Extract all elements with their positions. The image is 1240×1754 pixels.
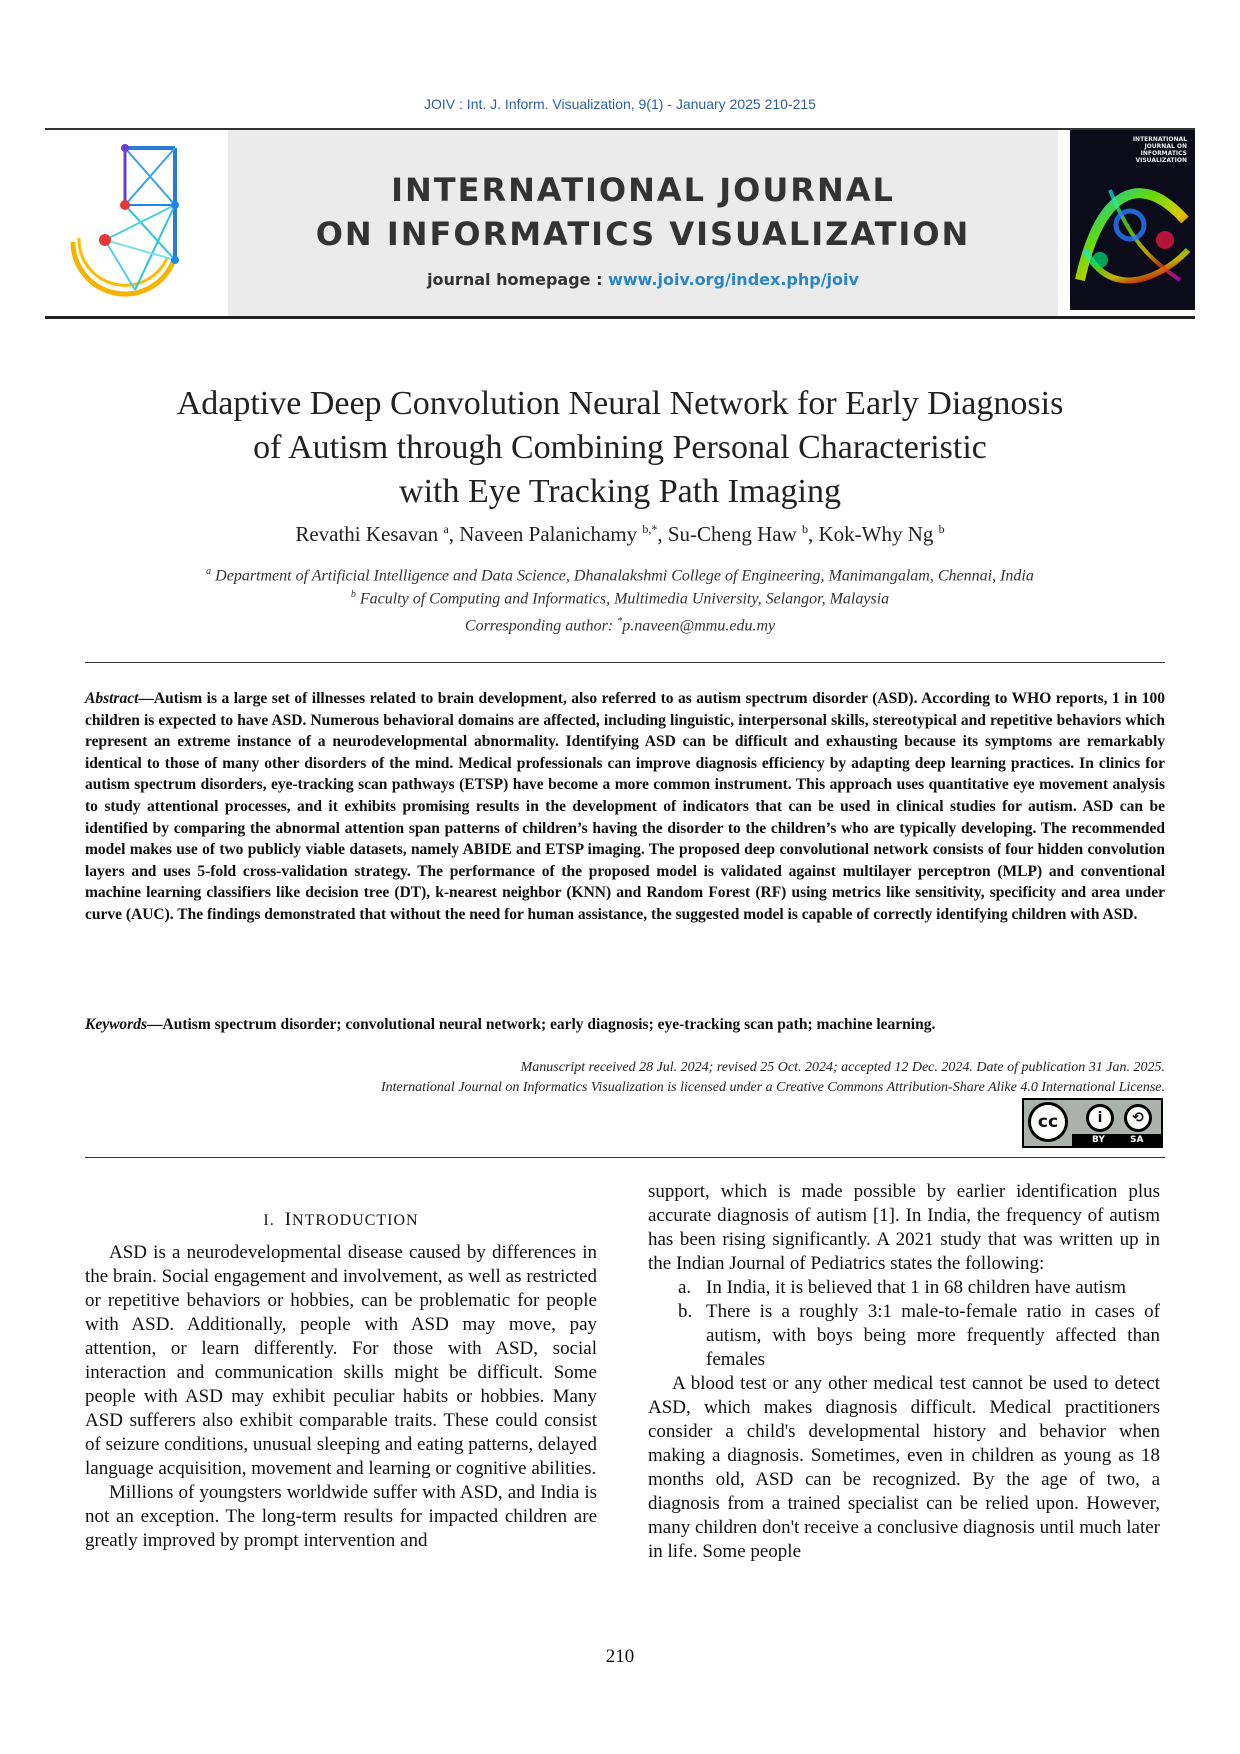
journal-logo-icon bbox=[45, 130, 225, 316]
affiliation-b: $^b$ Faculty of Computing and Informatics, Multimedia University, Selangor, Malaysia bbox=[350, 589, 890, 608]
keywords: Keywords—Autism spectrum disorder; convolutional neural network; early diagnosis; eye-tracking scan path; machine learning. bbox=[85, 1016, 936, 1033]
paragraph: ASD is a neurodevelopmental disease caused by differences in the brain. Social engagement and involvement, as well as restricted or repetitive behaviors or hobbies, can be problematic for people with ASD. Additionally, people with ASD may move, pay attention, or learn differently. For those with ASD, social interaction and communication skills might be difficult. Some people with ASD may exhibit peculiar habits or hobbies. Many ASD sufferers also exhibit comparable traits. These could consist of seizure conditions, unusual sleeping and eating patterns, delayed language acquisition, movement and learning or cognitive abilities. bbox=[85, 1242, 597, 1479]
author-mark: b bbox=[938, 522, 945, 536]
author-mark: b,* bbox=[642, 522, 658, 536]
journal-cover-image bbox=[1070, 130, 1195, 310]
cover-title: INTERNATIONAL JOURNAL ON INFORMATICS VISUALIZATION bbox=[1132, 136, 1187, 164]
author-name: Revathi Kesavan bbox=[295, 522, 439, 546]
affiliation-a: $^a$ Department of Artificial Intelligence and Data Science, Dhanalakshmi College of Engineering, Manimangalam, Chennai, India bbox=[206, 566, 1034, 585]
journal-homepage bbox=[228, 270, 1058, 289]
journal-logo bbox=[45, 130, 225, 316]
corresponding-email[interactable]: p.naveen@mmu.edu.my bbox=[622, 617, 776, 635]
journal-name-line-1: INTERNATIONAL JOURNAL bbox=[391, 171, 895, 209]
page-number: 210 bbox=[605, 1646, 635, 1667]
paragraph: A blood test or any other medical test cannot be used to detect ASD, which makes diagnosis difficult. Medical practitioners consider a child's developmental history and behavior when making a diagnosis. Sometimes, even in children as young as 18 months old, ASD can be recognized. By the age of two, a diagnosis from a trained specialist can be relied upon. However, many children don't receive a conclusive diagnosis until much later in life. Some people bbox=[648, 1373, 1160, 1562]
abstract-divider bbox=[85, 1157, 1165, 1158]
paragraph: support, which is made possible by earlier identification plus accurate diagnosis of autism [1]. In India, the frequency of autism has been rising significantly. A 2021 study that was written up in the Indian Journal of Pediatrics states the following: bbox=[648, 1181, 1160, 1274]
header-divider bbox=[85, 662, 1165, 663]
cc-icon: cc bbox=[1028, 1102, 1068, 1142]
cc-by-sa-license-badge[interactable] bbox=[1022, 1098, 1163, 1148]
share-alike-icon: ⟲ bbox=[1124, 1104, 1152, 1132]
left-column bbox=[85, 1182, 597, 1553]
abstract-text: Autism is a large set of illnesses related to brain development, also referred to as autism spectrum disorder (ASD). According to WHO reports, 1 in 100 children is expected to have ASD. Numerous behavioral domains are affected, including linguistic, interpersonal skills, stereotypical and repetitive behaviors which represent an extreme instance of a neurodevelopmental abnormality. Identifying ASD can be difficult and exhausting because its symptoms are remarkably identical to those of many other disorders of the mind. Medical professionals can improve diagnosis efficiency by adapting deep learning practices. In clinics for autism spectrum disorders, eye-tracking scan pathways (ETSP) have become a more common instrument. This approach uses quantitative eye movement analysis to study attentional processes, and it exhibits promising results in the development of indicators that can be used in clinical studies for autism. ASD can be identified by comparing the abnormal attention span patterns of children’s having the disorder to the children’s who are typically developing. The recommended model makes use of two publicly viable datasets, namely ABIDE and ETSP imaging. The proposed deep convolutional network consists of four hidden convolution layers and uses 5-fold cross-validation strategy. The performance of the proposed model is validated against multilayer perceptron (MLP) and conventional machine learning classifiers like decision tree (DT), k-nearest neighbor (KNN) and Random Forest (RF) using metrics like sensitivity, specificity and area under curve (AUC). The findings demonstrated that without the need for human assistance, the suggested model is capable of correctly identifying children with ASD. bbox=[85, 690, 1165, 923]
author-name: Su-Cheng Haw bbox=[667, 522, 797, 546]
paragraph: Millions of youngsters worldwide suffer with ASD, and India is not an exception. The long-term results for impacted children are greatly improved by prompt intervention and bbox=[85, 1482, 597, 1551]
manuscript-dates: Manuscript received 28 Jul. 2024; revised 25 Oct. 2024; accepted 12 Dec. 2024. Date of publication 31 Jan. 2025. bbox=[520, 1060, 1165, 1075]
banner-bottom-rule bbox=[45, 316, 1195, 319]
journal-name bbox=[228, 168, 1058, 256]
author-name: Kok-Why Ng bbox=[818, 522, 934, 546]
list-item: a. In India, it is believed that 1 in 68 children have autism bbox=[678, 1277, 1127, 1298]
journal-banner bbox=[228, 130, 1058, 316]
abstract-label: Abstract bbox=[85, 690, 139, 707]
right-column bbox=[648, 1180, 1160, 1564]
running-head: JOIV : Int. J. Inform. Visualization, 9(1) - January 2025 210-215 bbox=[424, 96, 816, 112]
author-name: Naveen Palanichamy bbox=[459, 522, 638, 546]
by-label: BY bbox=[1092, 1135, 1105, 1145]
author-mark: b bbox=[802, 522, 809, 536]
abstract: Abstract—Autism is a large set of illnesses related to brain development, also referred to as autism spectrum disorder (ASD). According to WHO reports, 1 in 100 children is expected to have ASD. Numerous behavioral domains are affected, including linguistic, interpersonal skills, stereotypical and repetitive behaviors which represent an extreme instance of a neurodevelopmental abnormality. Identifying ASD can be difficult and exhausting because its symptoms are remarkably identical to those of many other disorders of the mind. Medical professionals can improve diagnosis efficiency by adapting deep learning practices. In clinics for autism spectrum disorders, eye-tracking scan pathways (ETSP) have become a more common instrument. This approach uses quantitative eye movement analysis to study attentional processes, and it exhibits promising results in the development of indicators that can be used in clinical studies for autism. ASD can be identified by comparing the abnormal attention span patterns of children’s having the disorder to the children’s who are typically developing. The recommended model makes use of two publicly viable datasets, namely ABIDE and ETSP imaging. The proposed deep convolutional network consists of four hidden convolution layers and uses 5-fold cross-validation strategy. The performance of the proposed model is validated against multilayer perceptron (MLP) and conventional machine learning classifiers like decision tree (DT), k-nearest neighbor (KNN) and Random Forest (RF) using metrics like sensitivity, specificity and area under curve (AUC). The findings demonstrated that without the need for human assistance, the suggested model is capable of correctly identifying children with ASD. bbox=[85, 690, 1165, 923]
author-mark: a bbox=[443, 522, 449, 536]
list-item: b. There is a roughly 3:1 male-to-female ratio in cases of autism, with boys being more frequently affected than females bbox=[678, 1301, 1160, 1370]
author-list: Revathi Kesavan $^a$, Naveen Palanichamy $^{b,*}$, Su-Cheng Haw $^b$, Kok-Why Ng $^b$ bbox=[295, 522, 945, 546]
homepage-label: journal homepage : bbox=[427, 270, 603, 289]
attribution-icon: i bbox=[1086, 1104, 1114, 1132]
corresponding-author: Corresponding author: *p.naveen@mmu.edu.my bbox=[464, 616, 776, 635]
publication-info bbox=[165, 1058, 1165, 1098]
journal-name-line-2: ON INFORMATICS VISUALIZATION bbox=[315, 215, 971, 253]
keywords-label: Keywords bbox=[85, 1016, 147, 1033]
license-statement: International Journal on Informatics Visualization is licensed under a Creative Commons Attribution-Share Alike 4.0 International License. bbox=[380, 1080, 1165, 1095]
license-strip bbox=[1072, 1134, 1161, 1146]
section-heading: I. INTRODUCTION bbox=[263, 1209, 419, 1230]
homepage-link[interactable]: www.joiv.org/index.php/joiv bbox=[608, 270, 859, 289]
sa-label: SA bbox=[1130, 1135, 1144, 1145]
keywords-text: Autism spectrum disorder; convolutional neural network; early diagnosis; eye-tracking scan path; machine learning. bbox=[162, 1016, 936, 1033]
paper-title: Adaptive Deep Convolution Neural Network for Early Diagnosis of Autism through Combining Personal Characteristic with Eye Tracking Path Imaging bbox=[176, 385, 1064, 510]
